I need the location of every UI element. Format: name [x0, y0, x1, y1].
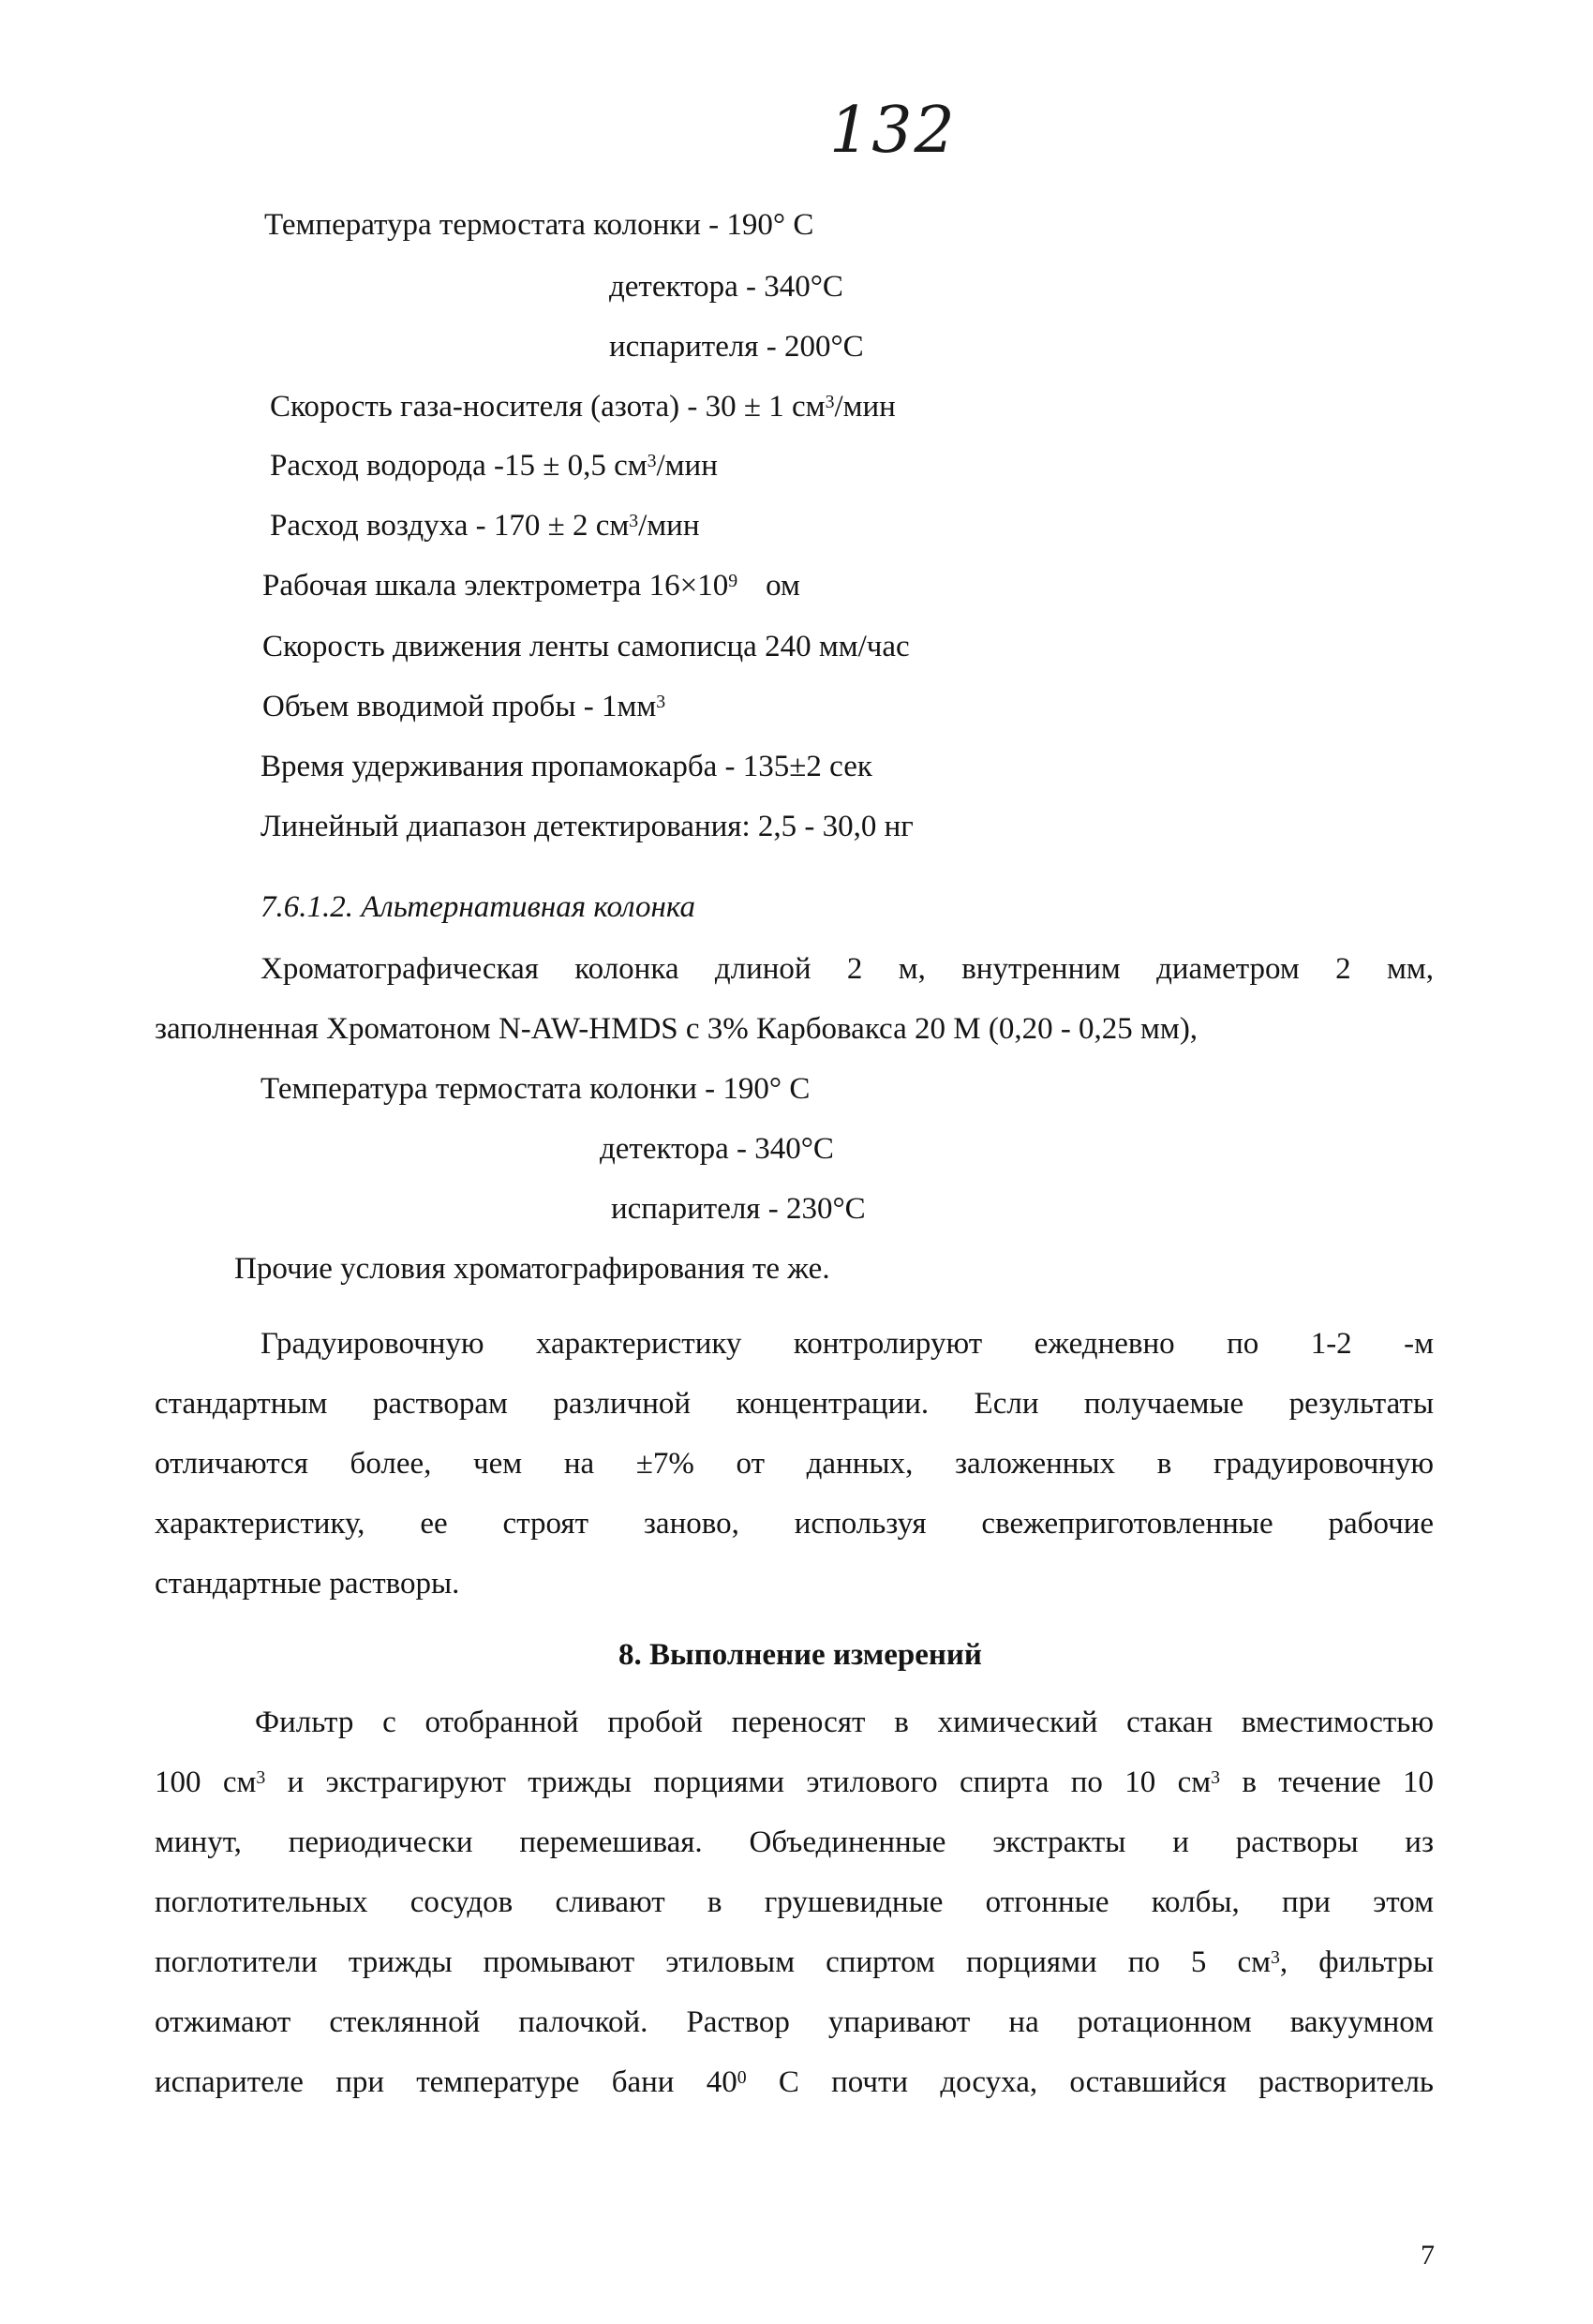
- carrier-gas-speed-text: Скорость газа-носителя (азота) - 30 ± 1 см: [270, 390, 826, 424]
- carrier-gas-speed-line: [270, 390, 896, 425]
- unit-text: /мин: [638, 509, 700, 543]
- linear-range-line: Линейный диапазон детектирования: 2,5 - 30,0 нг: [261, 810, 914, 843]
- bath-temperature-text: испарителе при температуре бани 40: [155, 2065, 737, 2099]
- retention-time-line: Время удерживания пропамокарба - 135±2 сек: [261, 750, 872, 783]
- sample-volume-line: [262, 690, 665, 724]
- air-flow-line: [270, 509, 700, 544]
- electrometer-scale-line: [262, 569, 800, 603]
- superscript: 3: [647, 451, 657, 472]
- alt-column-subheading: 7.6.1.2. Альтернативная колонка: [261, 890, 695, 924]
- alt-detector-temperature-line: детектора - 340°С: [600, 1132, 834, 1166]
- evaporation-text: С почти досуха, оставшийся растворитель: [746, 2065, 1434, 2099]
- calibration-line-2: стандартным растворам различной концентрации. Если получаемые результаты: [155, 1387, 1434, 1421]
- section-8-line-1: Фильтр с отобранной пробой переносят в химический стакан вместимостью: [255, 1706, 1434, 1739]
- section-8-line-3: минут, периодически перемешивая. Объединенные экстракты и растворы из: [155, 1825, 1434, 1859]
- calibration-line-5: стандартные растворы.: [155, 1567, 460, 1601]
- unit-text: /мин: [834, 390, 896, 424]
- column-temperature-line: Температура термостата колонки - 190° С: [264, 208, 814, 242]
- rinse-text: поглотители трижды промывают этиловым спиртом порциями по 5 см: [155, 1945, 1271, 1979]
- volume-text: 100 см: [155, 1765, 257, 1799]
- detector-temperature-line: детектора - 340°С: [609, 270, 843, 304]
- hydrogen-flow-text: Расход водорода -15 ± 0,5 см: [270, 449, 648, 483]
- superscript: 3: [1271, 1947, 1280, 1969]
- unit-text: ом: [766, 569, 800, 603]
- alt-column-temperature-line: Температура термостата колонки - 190° С: [261, 1072, 811, 1106]
- sample-volume-text: Объем вводимой пробы - 1мм: [262, 690, 657, 723]
- unit-text: /мин: [656, 449, 718, 483]
- handwritten-page-number: 132: [829, 94, 957, 168]
- evaporator-temperature-line: испарителя - 200°С: [609, 330, 864, 364]
- superscript: 9: [728, 571, 738, 592]
- alt-column-line-2: заполненная Хроматоном N-AW-HMDS с 3% Карбовакса 20 М (0,20 - 0,25 мм),: [155, 1012, 1198, 1046]
- extraction-text: и экстрагируют трижды порциями этилового спирта по 10 см: [265, 1765, 1212, 1799]
- superscript: 0: [737, 2067, 747, 2089]
- section-8-line-6: отжимают стеклянной палочкой. Раствор упаривают на ротационном вакуумном: [155, 2005, 1434, 2039]
- recorder-speed-line: Скорость движения ленты самописца 240 мм/час: [262, 630, 910, 663]
- alt-column-line-1: Хроматографическая колонка длиной 2 м, внутренним диаметром 2 мм,: [261, 952, 1434, 986]
- alt-other-conditions-line: Прочие условия хроматографирования те же.: [234, 1252, 830, 1286]
- calibration-line-1: Градуировочную характеристику контролируют ежедневно по 1-2 -м: [261, 1327, 1434, 1361]
- calibration-line-4: характеристику, ее строят заново, используя свежеприготовленные рабочие: [155, 1507, 1434, 1541]
- duration-text: в течение 10: [1220, 1765, 1434, 1799]
- alt-evaporator-temperature-line: испарителя - 230°С: [611, 1192, 866, 1226]
- superscript: 3: [256, 1767, 266, 1789]
- filters-text: , фильтры: [1279, 1945, 1434, 1979]
- superscript: 3: [629, 511, 639, 532]
- superscript: 3: [1211, 1767, 1220, 1789]
- section-8-line-7: [155, 2065, 1434, 2100]
- section-8-line-4: поглотительных сосудов сливают в грушевидные отгонные колбы, при этом: [155, 1885, 1434, 1919]
- hydrogen-flow-line: [270, 449, 718, 484]
- superscript: 3: [656, 692, 666, 713]
- air-flow-text: Расход воздуха - 170 ± 2 см: [270, 509, 630, 543]
- electrometer-scale-text: Рабочая шкала электрометра 16×10: [262, 569, 729, 603]
- section-8-line-2: [155, 1765, 1434, 1800]
- superscript: 3: [825, 392, 835, 413]
- calibration-line-3: отличаются более, чем на ±7% от данных, заложенных в градуировочную: [155, 1447, 1434, 1481]
- section-8-line-5: [155, 1945, 1434, 1980]
- page-number: 7: [1421, 2240, 1435, 2271]
- section-8-heading: 8. Выполнение измерений: [618, 1638, 982, 1672]
